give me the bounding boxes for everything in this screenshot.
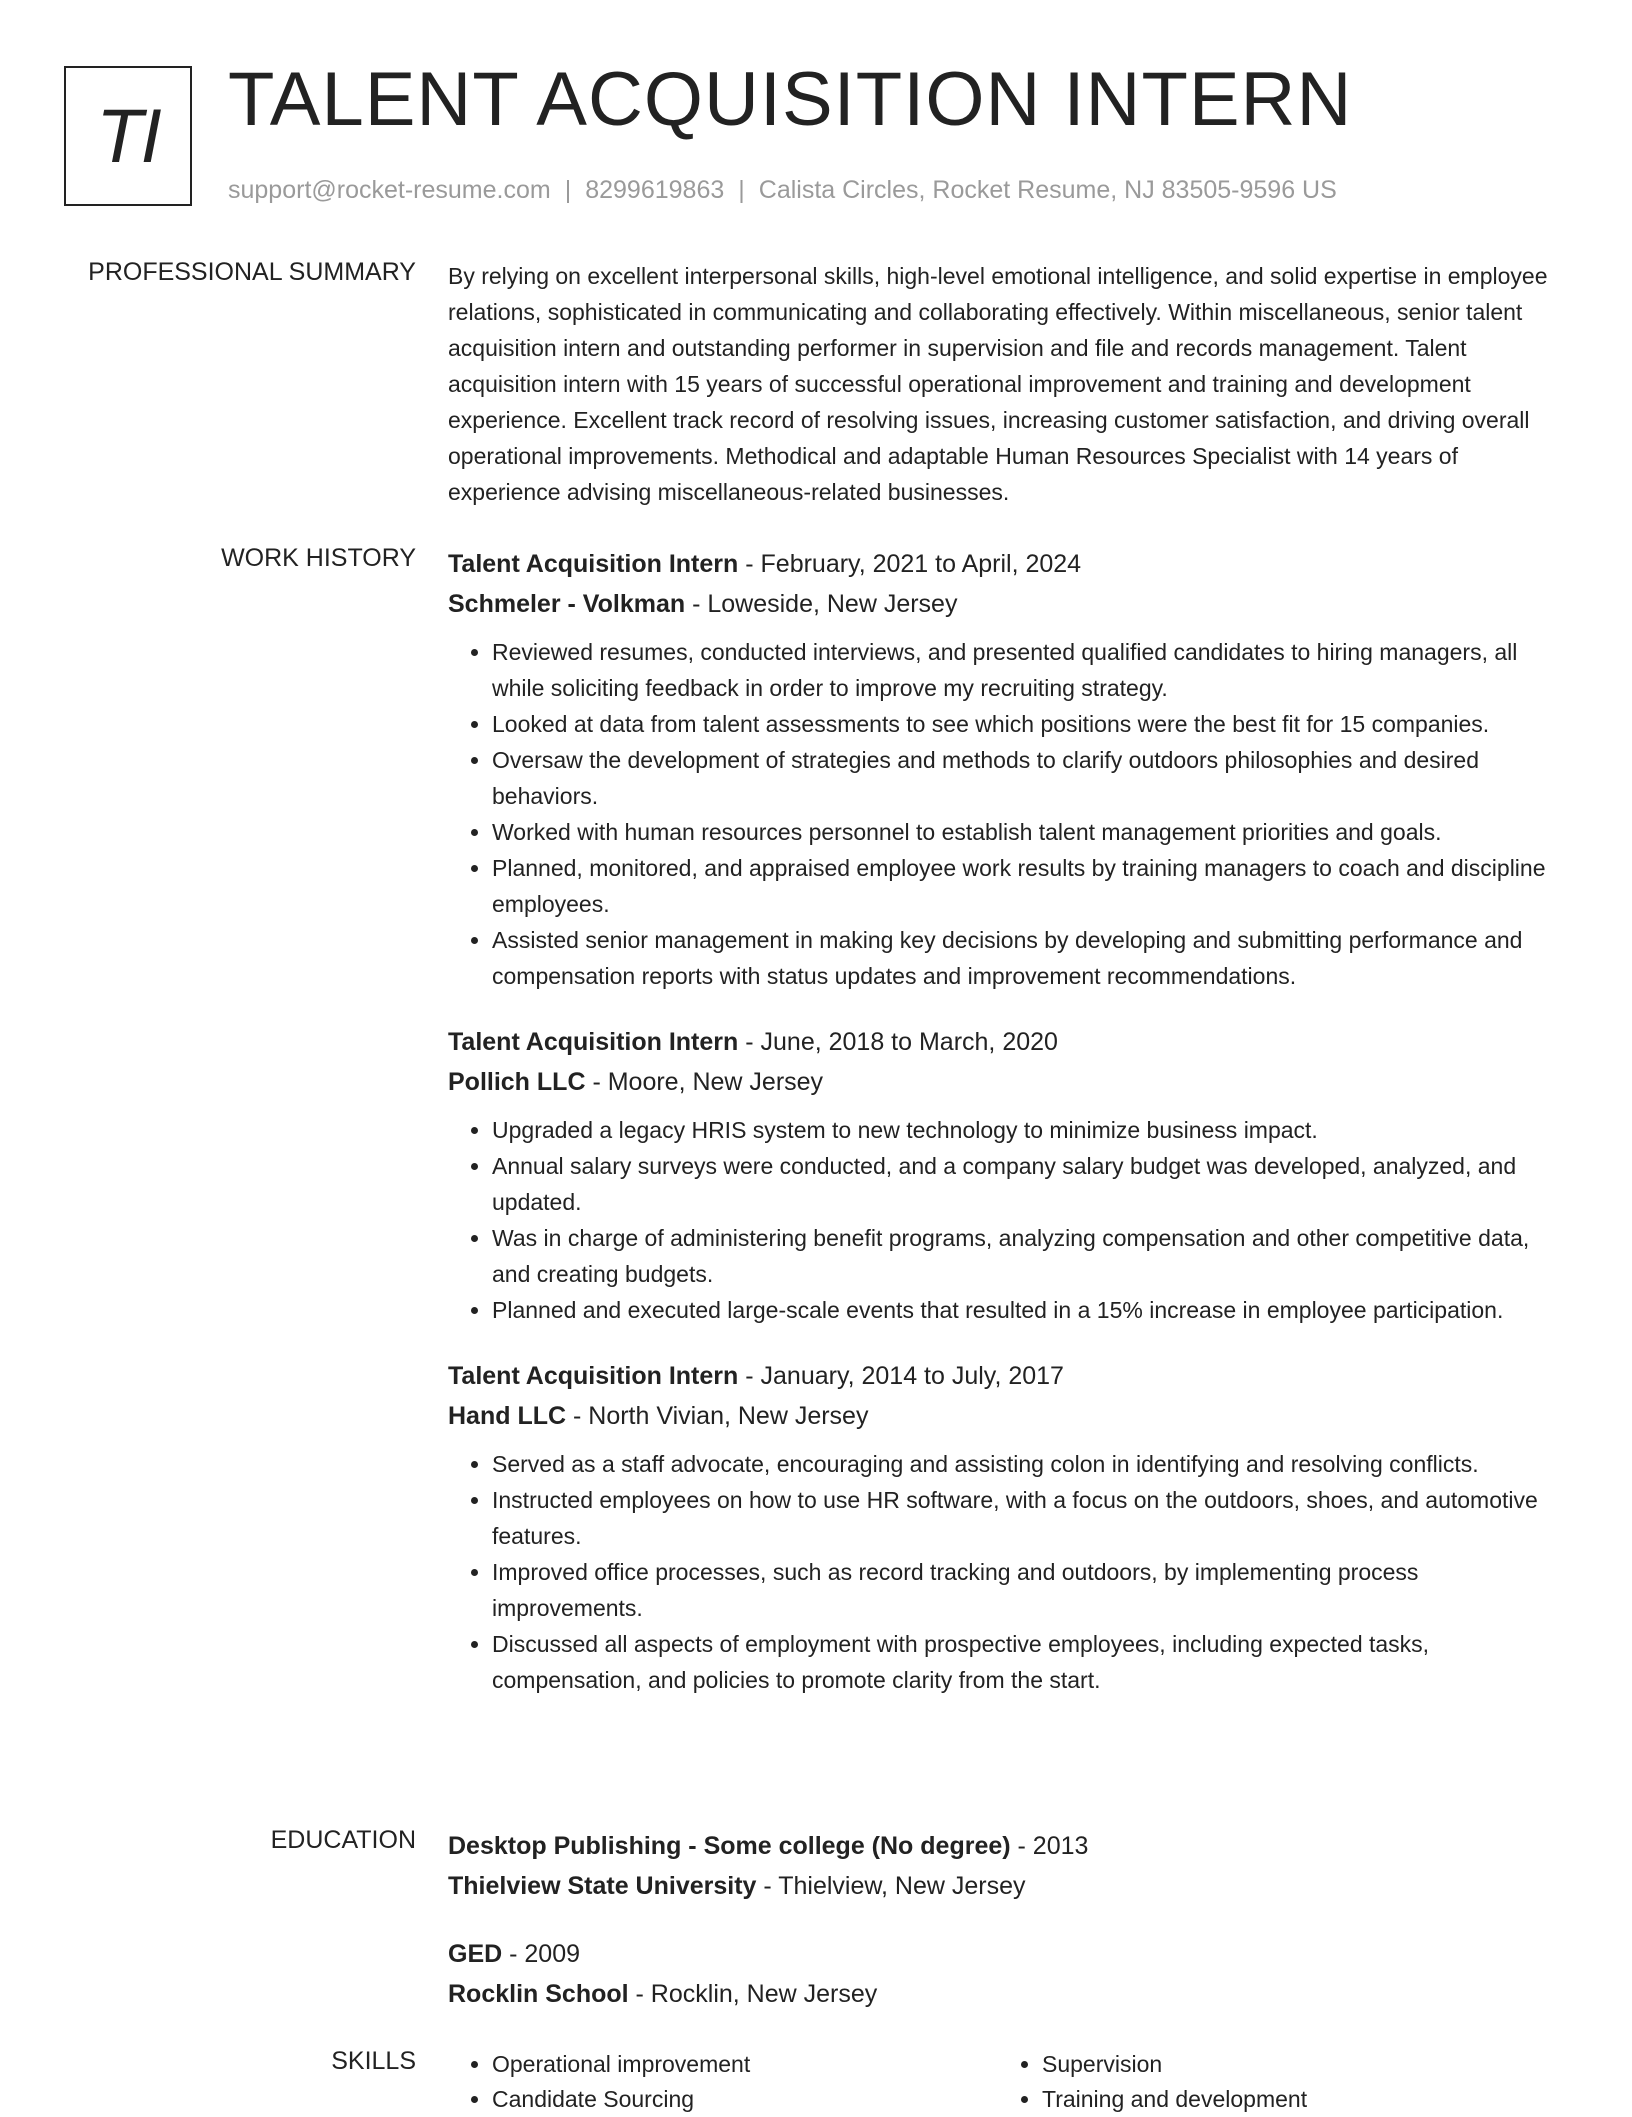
skill-item: • Training and development: [1042, 2082, 1548, 2117]
skills-columns: [448, 2047, 1570, 2117]
education-entry: [448, 1826, 1570, 1906]
job-company: Hand LLC: [448, 1402, 567, 1430]
job-location: - North Vivian, New Jersey: [566, 1402, 869, 1430]
education-school: Thielview State University: [448, 1872, 757, 1900]
skills-list-right: [998, 2047, 1548, 2117]
job-bullet: • Oversaw the development of strategies and methods to clarify outdoors philosophies and desired behaviors.: [492, 742, 1570, 814]
work-history-body: [448, 544, 1570, 1726]
job-dates: - June, 2018 to March, 2020: [738, 1028, 1058, 1056]
job-title: Talent Acquisition Intern: [448, 1028, 739, 1056]
job-bullet: • Improved office processes, such as record tracking and outdoors, by implementing process improvements.: [492, 1554, 1570, 1626]
job-entry: [448, 1022, 1570, 1328]
job-company: Pollich LLC: [448, 1068, 586, 1096]
education-year: - 2013: [1010, 1832, 1089, 1860]
education-degree: GED: [448, 1940, 503, 1968]
job-bullet: • Reviewed resumes, conducted interviews, and presented qualified candidates to hiring managers, all while soliciting feedback in order to improve my recruiting strategy.: [492, 634, 1570, 706]
education-degree-line: [448, 1826, 1570, 1866]
job-location: - Moore, New Jersey: [585, 1068, 824, 1096]
job-title: Talent Acquisition Intern: [448, 1362, 739, 1390]
job-entry: [448, 1356, 1570, 1698]
education-location: - Thielview, New Jersey: [756, 1872, 1026, 1900]
contact-separator: |: [564, 176, 572, 204]
job-bullet: • Annual salary surveys were conducted, and a company salary budget was developed, analyzed, and updated.: [492, 1148, 1570, 1220]
skills-body: [448, 2047, 1570, 2117]
job-dates: - February, 2021 to April, 2024: [738, 550, 1082, 578]
job-title-line: [448, 544, 1570, 584]
education-school-line: [448, 1866, 1570, 1906]
skill-item: • Supervision: [1042, 2047, 1548, 2082]
education-location: - Rocklin, New Jersey: [628, 1980, 878, 2008]
monogram-badge: [64, 66, 192, 206]
summary-body: [448, 258, 1570, 510]
monogram-initials: TI: [96, 93, 160, 179]
education-entry: [448, 1934, 1570, 2014]
job-bullet: • Worked with human resources personnel to establish talent management priorities and goals.: [492, 814, 1570, 850]
job-title: Talent Acquisition Intern: [448, 550, 739, 578]
education-year: - 2009: [502, 1940, 581, 1968]
job-bullet: • Discussed all aspects of employment with prospective employees, including expected tasks, compensation, and policies to promote clarity from the start.: [492, 1626, 1570, 1698]
job-bullet: • Planned, monitored, and appraised employee work results by training managers to coach and discipline employees.: [492, 850, 1570, 922]
job-bullet: • Was in charge of administering benefit programs, analyzing compensation and other competitive data, and creating budgets.: [492, 1220, 1570, 1292]
section-label-education: EDUCATION: [270, 1826, 416, 1854]
job-title-line: [448, 1356, 1570, 1396]
job-company-line: [448, 1062, 1570, 1102]
job-dates: - January, 2014 to July, 2017: [738, 1362, 1064, 1390]
education-school-line: [448, 1974, 1570, 2014]
job-location: - Loweside, New Jersey: [685, 590, 958, 618]
job-bullets: [448, 1446, 1570, 1698]
skill-item: • Candidate Sourcing: [492, 2082, 998, 2117]
job-bullet: • Instructed employees on how to use HR software, with a focus on the outdoors, shoes, and automotive features.: [492, 1482, 1570, 1554]
job-bullet: • Assisted senior management in making key decisions by developing and submitting performance and compensation reports with status updates and improvement recommendations.: [492, 922, 1570, 994]
job-title-line: [448, 1022, 1570, 1062]
job-bullets: [448, 1112, 1570, 1328]
job-bullets: [448, 634, 1570, 994]
resume-title: TALENT ACQUISITION INTERN: [228, 57, 1353, 142]
job-company-line: [448, 584, 1570, 624]
job-company: Schmeler - Volkman: [448, 590, 686, 618]
job-bullet: • Looked at data from talent assessments to see which positions were the best fit for 15 companies.: [492, 706, 1570, 742]
skills-list-left: [448, 2047, 998, 2117]
contact-address: Calista Circles, Rocket Resume, NJ 83505-9596 US: [758, 176, 1337, 204]
job-bullet: • Planned and executed large-scale events that resulted in a 15% increase in employee participation.: [492, 1292, 1570, 1328]
contact-phone[interactable]: 8299619863: [585, 176, 725, 204]
education-school: Rocklin School: [448, 1980, 629, 2008]
education-degree-line: [448, 1934, 1570, 1974]
contact-separator: |: [738, 176, 745, 204]
job-bullet: • Upgraded a legacy HRIS system to new technology to minimize business impact.: [492, 1112, 1570, 1148]
job-company-line: [448, 1396, 1570, 1436]
section-label-summary: PROFESSIONAL SUMMARY: [88, 258, 416, 286]
contact-line: [228, 176, 1337, 205]
section-label-work-history: WORK HISTORY: [221, 544, 416, 572]
section-label-skills: SKILLS: [331, 2047, 416, 2075]
contact-email[interactable]: support@rocket-resume.com: [228, 176, 551, 204]
job-bullet: • Served as a staff advocate, encouraging and assisting colon in identifying and resolving conflicts.: [492, 1446, 1570, 1482]
education-degree: Desktop Publishing - Some college (No degree): [448, 1832, 1011, 1860]
skill-item: • Operational improvement: [492, 2047, 998, 2082]
summary-text: By relying on excellent interpersonal skills, high-level emotional intelligence, and solid expertise in employee relations, sophisticated in communicating and collaborating effectively. Within miscellaneous, senior talent acquisition intern and outstanding performer in supervision and file and records management. Talent acquisition intern with 15 years of successful operational improvement and training and development experience. Excellent track record of resolving issues, increasing customer satisfaction, and driving overall operational improvements. Methodical and adaptable Human Resources Specialist with 14 years of experience advising miscellaneous-related businesses.: [448, 263, 1548, 505]
education-body: [448, 1826, 1570, 2042]
job-entry: [448, 544, 1570, 994]
